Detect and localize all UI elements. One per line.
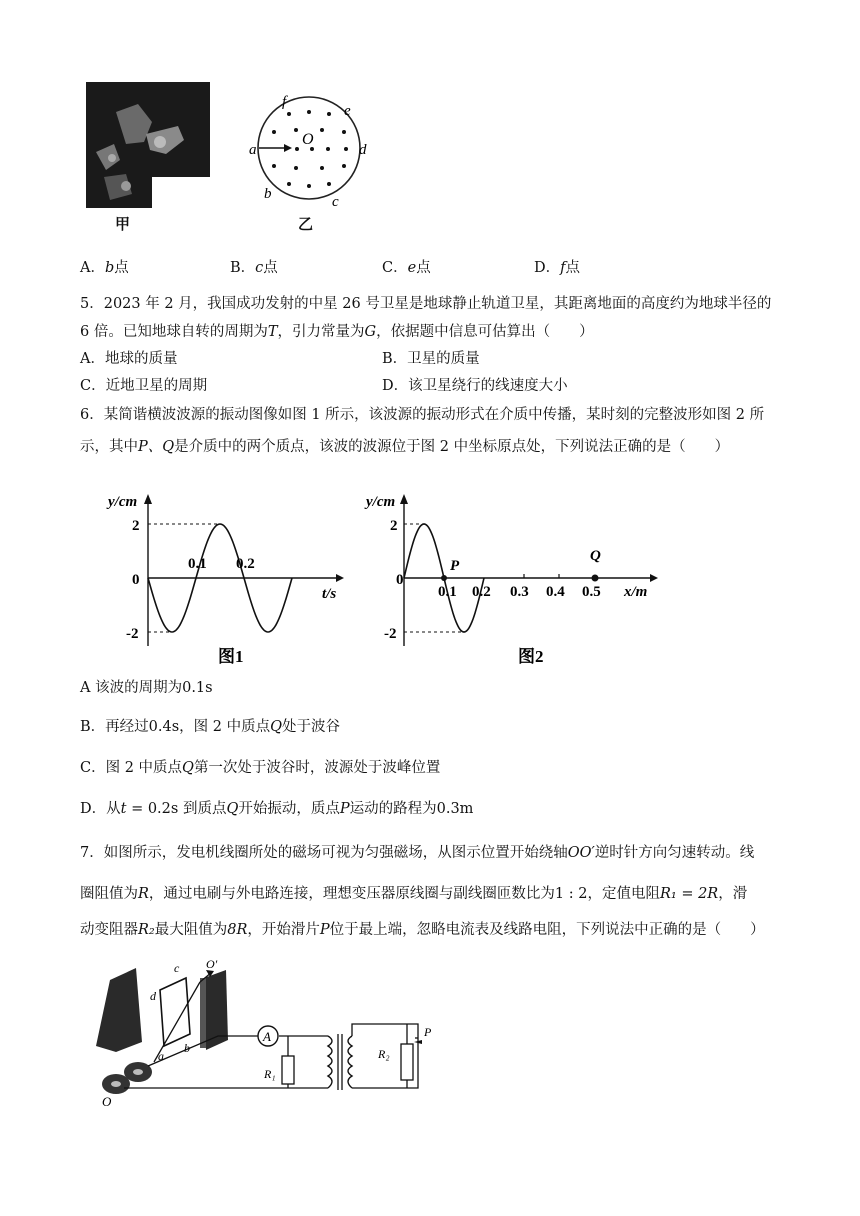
q4-option-c[interactable]: C．e点	[382, 260, 431, 276]
rheostat-R2	[401, 1044, 413, 1080]
figure-jia-caption: 甲	[115, 215, 131, 233]
transformer-primary	[328, 1036, 332, 1088]
fig1-tick-0: 0	[132, 572, 140, 588]
q7-stem-line3: 动变阻器R₂最大阻值为8R，开始滑片P位于最上端，忽略电流表及线路电阻，下列说法中正确的是（ ）	[80, 922, 765, 938]
magnet-pole-right	[204, 970, 228, 1050]
label-P: P	[424, 1025, 432, 1039]
fig2-caption: 图2	[518, 647, 544, 666]
ammeter-label: A	[263, 1029, 271, 1044]
figure-yi-caption: 乙	[298, 215, 314, 233]
fig2-label-P: P	[450, 558, 460, 574]
point-label-O: O	[302, 131, 314, 148]
q6-figure-1	[100, 486, 360, 666]
fig1-caption: 图1	[218, 647, 244, 666]
q6-option-b[interactable]: B．再经过0.4s，图 2 中质点Q处于波谷	[80, 719, 341, 735]
fig2-point-P	[441, 575, 447, 581]
label-Oprime: O′	[206, 957, 218, 971]
label-R1: R₁	[264, 1067, 276, 1081]
label-b: b	[184, 1041, 190, 1055]
magnetic-field-dots	[272, 110, 348, 188]
figure-jia-photo	[86, 82, 210, 208]
q7-stem-line1: 7．如图所示，发电机线圈所处的磁场可视为匀强磁场，从图示位置开始绕轴OO′逆时针方向匀速转动。线	[80, 845, 755, 861]
q5-option-c[interactable]: C．近地卫星的周期	[80, 378, 208, 394]
fig2-point-Q	[592, 575, 599, 582]
q4-option-d[interactable]: D．f点	[534, 260, 581, 276]
q6-figure-2	[362, 486, 662, 666]
fig2-label-Q: Q	[590, 548, 601, 564]
fig1-tick-neg2: -2	[126, 626, 139, 642]
point-label-a: a	[249, 142, 257, 158]
label-d: d	[150, 989, 156, 1003]
q6-stem-line2: 示，其中P、Q是介质中的两个质点，该波的波源位于图 2 中坐标原点处，下列说法正确的是（ ）	[80, 439, 730, 455]
q6-option-c[interactable]: C．图 2 中质点Q第一次处于波谷时，波源处于波峰位置	[80, 760, 441, 776]
fig1-tick-0.1: 0.1	[188, 556, 207, 572]
q5-stem-line1: 5．2023 年 2 月，我国成功发射的中星 26 号卫星是地球静止轨道卫星，其距离地面的高度约为地球半径的	[80, 296, 772, 312]
fig2-ylabel: y/cm	[366, 494, 396, 510]
fig1-tick-0.2: 0.2	[236, 556, 255, 572]
label-c: c	[174, 961, 180, 975]
magnet-pole-left	[96, 968, 142, 1052]
fig2-tick-0.3: 0.3	[510, 584, 529, 600]
q5-option-d[interactable]: D．该卫星绕行的线速度大小	[382, 378, 568, 394]
fig2-xlabel: x/m	[624, 584, 648, 600]
generator-coil	[160, 978, 190, 1046]
q7-generator-circuit	[88, 957, 448, 1110]
fig2-tick-0: 0	[396, 572, 404, 588]
q5-option-a[interactable]: A．地球的质量	[80, 351, 178, 367]
figure-yi-diagram	[246, 88, 376, 228]
fig2-tick-0.1: 0.1	[438, 584, 457, 600]
point-label-e: e	[344, 103, 351, 119]
fig2-tick-neg2: -2	[384, 626, 397, 642]
fig2-tick-2: 2	[390, 518, 398, 534]
q5-stem-line2: 6 倍。已知地球自转的周期为T，引力常量为G，依据题中信息可估算出（ ）	[80, 324, 594, 340]
fig1-tick-2: 2	[132, 518, 140, 534]
point-label-f: f	[282, 94, 287, 110]
label-a: a	[158, 1049, 164, 1063]
point-label-c: c	[332, 194, 339, 210]
resistor-R1	[282, 1056, 294, 1084]
transformer-secondary	[348, 1036, 352, 1088]
label-O: O	[102, 1094, 112, 1109]
fig1-xlabel: t/s	[322, 586, 337, 602]
q5-option-b[interactable]: B．卫星的质量	[382, 351, 480, 367]
q4-option-a[interactable]: A．b点	[80, 260, 129, 276]
q6-stem-line1: 6．某简谐横波波源的振动图像如图 1 所示，该波源的振动形式在介质中传播，某时刻的完整波形如图 2 所	[80, 407, 765, 423]
fig2-tick-0.4: 0.4	[546, 584, 565, 600]
point-label-b: b	[264, 186, 272, 202]
q4-option-b[interactable]: B．c点	[230, 260, 278, 276]
q7-stem-line2: 圈阻值为R，通过电刷与外电路连接，理想变压器原线圈与副线圈匝数比为1 : 2，定值电阻R₁ = 2R，滑	[80, 886, 748, 902]
fig1-ylabel: y/cm	[108, 494, 138, 510]
fig2-tick-0.5: 0.5	[582, 584, 601, 600]
point-label-d: d	[359, 142, 367, 158]
q6-option-a[interactable]: A 该波的周期为0.1s	[80, 680, 213, 696]
q6-option-d[interactable]: D．从t = 0.2s 到质点Q开始振动，质点P运动的路程为0.3m	[80, 801, 474, 817]
label-R2: R₂	[378, 1047, 390, 1061]
fig2-tick-0.2: 0.2	[472, 584, 491, 600]
